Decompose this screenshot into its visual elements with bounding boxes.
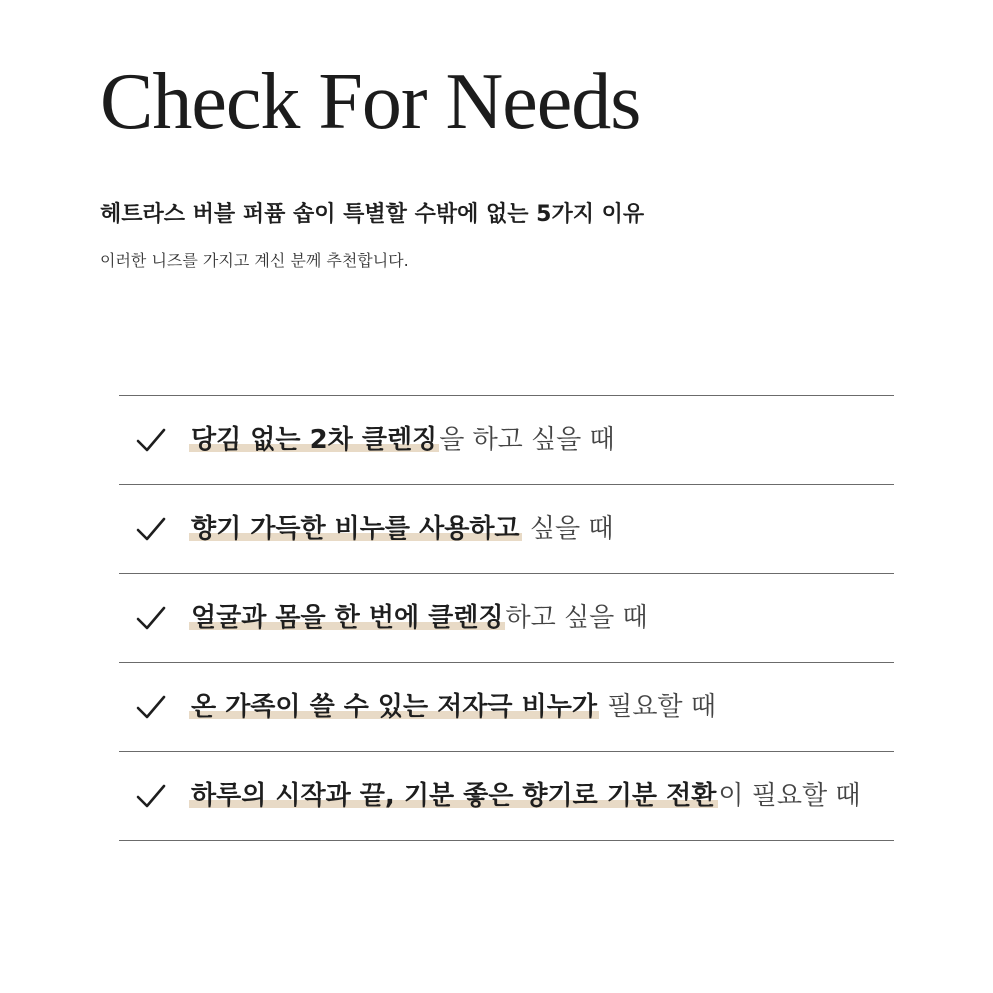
checklist-item-highlight: 온 가족이 쓸 수 있는 저자극 비누가 [191, 692, 597, 722]
checklist-item-text [189, 599, 648, 637]
checklist-item-rest: 싶을 때 [521, 514, 614, 544]
checklist-item [119, 663, 894, 752]
checklist-item-highlight: 당김 없는 2차 클렌징 [191, 425, 438, 455]
checklist-item [119, 485, 894, 574]
checklist-item-rest: 필요할 때 [598, 692, 716, 722]
description: 이러한 니즈를 가지고 계신 분께 추천합니다. [100, 251, 409, 270]
checklist-item-highlight: 향기 가득한 비누를 사용하고 [191, 514, 520, 544]
checklist-item-rest: 을 하고 싶을 때 [439, 425, 615, 455]
check-icon [136, 784, 166, 810]
checklist-item-text [189, 510, 613, 548]
checklist-item [119, 396, 894, 485]
checklist-item-text [189, 688, 716, 726]
checklist-item [119, 752, 894, 841]
check-icon [136, 517, 166, 543]
check-icon [136, 428, 166, 454]
check-icon [136, 606, 166, 632]
check-icon [136, 695, 166, 721]
checklist-item-highlight: 얼굴과 몸을 한 번에 클렌징 [191, 603, 504, 633]
subtitle: 헤트라스 버블 퍼퓸 솝이 특별할 수밖에 없는 5가지 이유 [100, 202, 645, 227]
checklist-item-text [189, 421, 615, 459]
page-title: Check For Needs [100, 58, 641, 146]
checklist-item-rest: 하고 싶을 때 [505, 603, 648, 633]
checklist-item-highlight: 하루의 시작과 끝, 기분 좋은 향기로 기분 전환 [191, 781, 717, 811]
checklist-item-rest: 이 필요할 때 [718, 781, 861, 811]
checklist-item [119, 574, 894, 663]
checklist-item-text [189, 777, 860, 815]
needs-checklist [119, 395, 894, 841]
